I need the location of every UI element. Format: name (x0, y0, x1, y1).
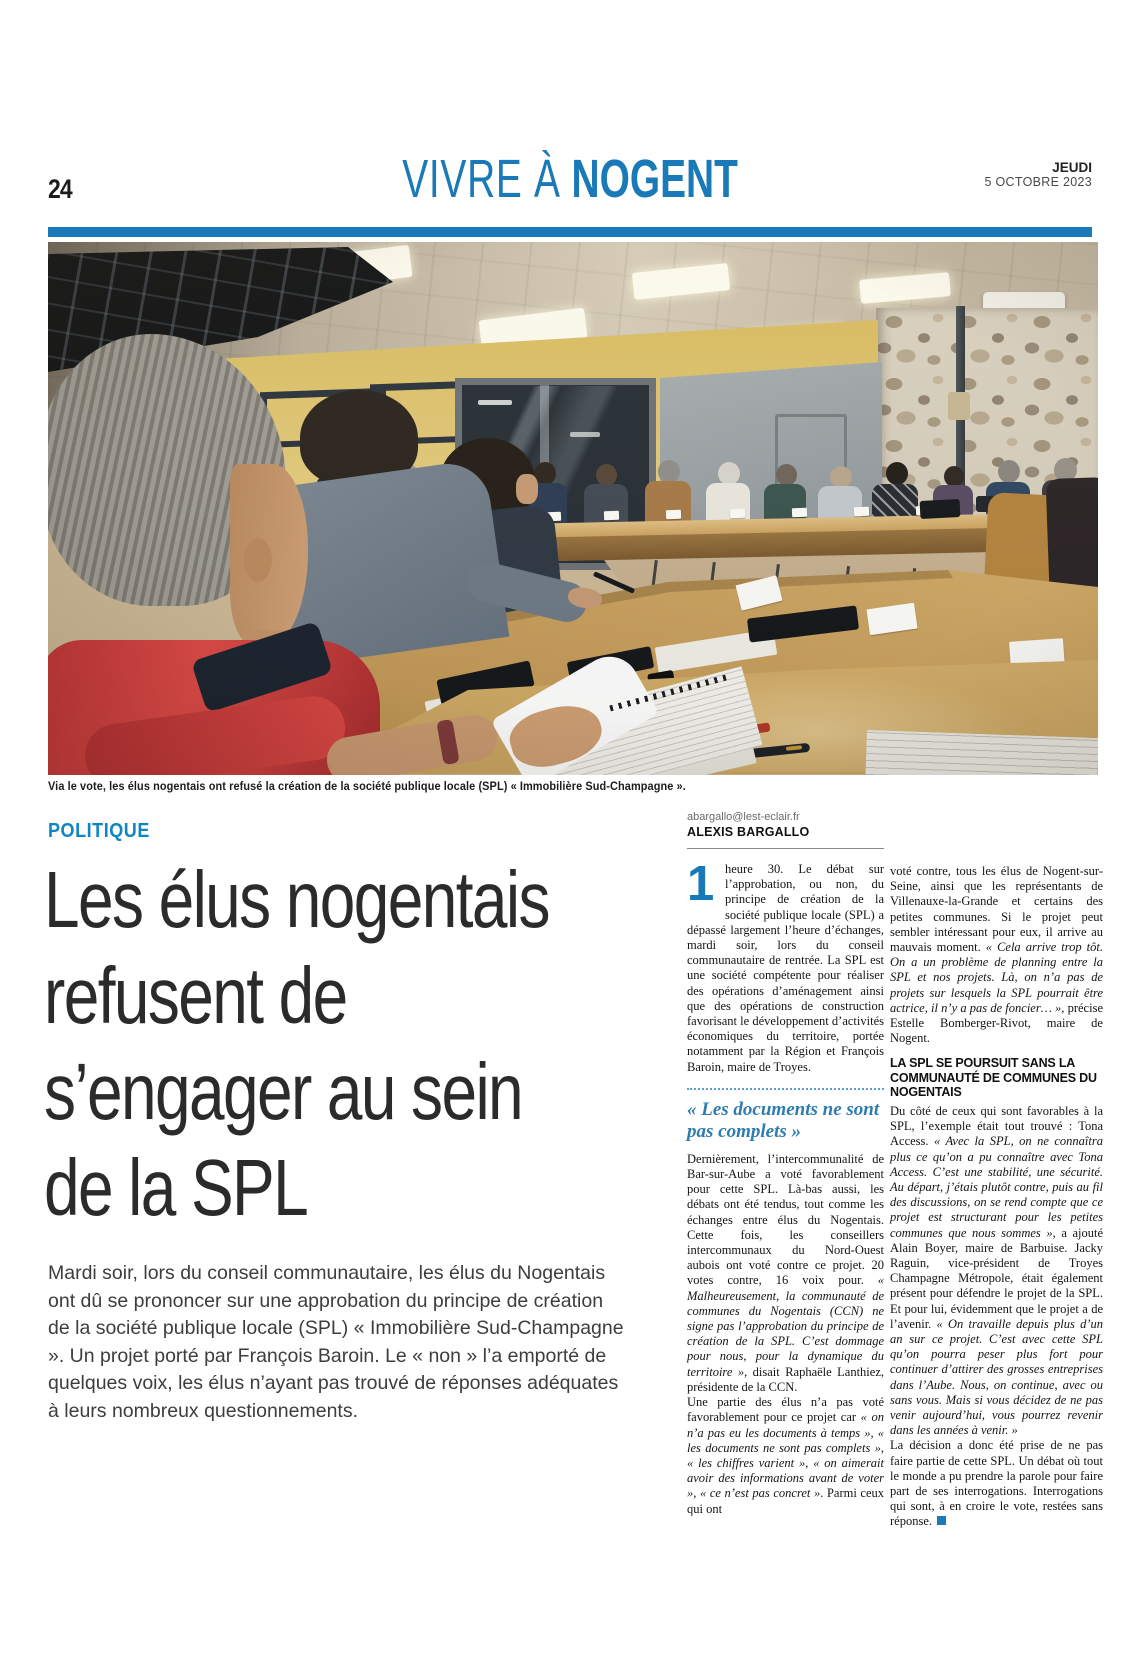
body-text-segment: , (805, 1455, 814, 1470)
quote-segment: « Cela arrive trop tôt. On a un problème de planning entre la SPL et nos projets. Là, on n’a pas de projets sur lesquels la SPL pourrait être actrice, il n’y a pas de foncier… » (890, 940, 1103, 1015)
article-headline (44, 852, 636, 1236)
quote-segment: « Avec la SPL, on ne connaîtra plus ce qu’on a pu connaître avec Tona Access. C’est une stabilité, une sécurité. Au départ, j’étais plutôt contre, puis au fil des discussions, on se rend compte que ce projet est structurant pour les petites communes que nous sommes » (890, 1134, 1103, 1240)
headline-line: Les élus nogentais (44, 855, 549, 944)
section-title-light: VIVRE À (402, 149, 561, 209)
quote-segment: « Malheureusement, la communauté de communes du Nogentais (CCN) ne signe pas l’approbation du principe de création de la SPL. C’est dommage pour nous, pour la dynamique du territoire » (687, 1273, 884, 1379)
section-title-bold: NOGENT (571, 149, 738, 209)
section-title (402, 150, 738, 208)
body-text-segment: , disait Raphaële Lanthiez, présidente de la CCN. (687, 1364, 884, 1394)
section-masthead (0, 150, 1140, 208)
body-paragraph (890, 1104, 1103, 1438)
body-text-segment: La décision a donc été prise de ne pas faire partie de cette SPL. Un débat où tout le monde a pu prendre la parole pour faire part de ses interrogations. Interrogations qui sont, à en croire le vote, restées sans réponse. (890, 1438, 1103, 1529)
body-paragraph (687, 1395, 884, 1517)
meeting-photo (48, 242, 1098, 775)
article-column-1 (687, 810, 884, 1517)
weekday-label: JEUDI (1052, 160, 1092, 175)
body-paragraph (687, 857, 884, 1075)
body-text-segment: , (880, 1440, 884, 1455)
quote-segment: « On travaille depuis plus d’un an sur ce projet. C’est avec cette SPL qu’on pourra peser plus fort pour continuer d’attirer des grosses entreprises dans l’Aube. Nous, on continue, avec ou sans vous. Mais si vous décidez de ne pas venir aujourd’hui, vous pourrez revenir dans les années à venir. » (890, 1316, 1103, 1438)
quote-segment: « on aimerait avoir des informations avant de voter » (687, 1455, 885, 1501)
byline (687, 810, 884, 841)
body-paragraph (687, 1152, 884, 1395)
body-text-segment: , (693, 1486, 700, 1501)
page-number: 24 (48, 174, 72, 204)
body-paragraph (890, 864, 1103, 1046)
article-lead: Mardi soir, lors du conseil communautaire, les élus du Nogentais ont dû se prononcer sur une approbation du principe de création de la société publique locale (SPL) « Immobilière Sud-Champagne ». Un projet porté par François Baroin. Le « non » l’a emporté de quelques voix, les élus n’ayant pas trouvé de réponses adéquates à leurs nombreux questionnements. (48, 1262, 624, 1422)
body-paragraph (890, 1438, 1103, 1529)
headline-line: s’engager au sein (44, 1047, 523, 1136)
quote-segment: « les documents ne sont pas complets » (687, 1425, 885, 1455)
headline-line: de la SPL (44, 1143, 308, 1232)
author-email: abargallo@lest-eclair.fr (687, 811, 800, 823)
header-rule (48, 227, 1092, 237)
quote-segment: « les chiffres varient » (687, 1455, 806, 1470)
body-text-segment: voté contre, tous les élus de Nogent-sur-Seine, ainsi que les représentants de Villenauxe-la-Grande et certains des petites communes. Si le projet peut sembler intéressant pour eux, il arrive au mauvais moment. (890, 864, 1103, 955)
bold-subhead: LA SPL SE POURSUIT SANS LA COMMUNAUTÉ DE COMMUNES DU NOGENTAIS (890, 1056, 1097, 1100)
body-text-segment: , (870, 1425, 878, 1440)
date-block (985, 160, 1093, 190)
body-text-segment: Une partie des élus n’a pas voté favorablement pour ce projet car (687, 1395, 884, 1425)
photo-caption: Via le vote, les élus nogentais ont refusé la création de la société publique locale (SPL) « Immobilière Sud-Champagne ». (48, 781, 686, 793)
section-kicker: POLITIQUE (48, 820, 150, 842)
body-text-segment: , précise Estelle Bomberger-Rivot, maire de Nogent. (890, 1000, 1103, 1046)
body-text-segment: . Parmi ceux qui ont (687, 1486, 884, 1516)
byline-rule (687, 848, 884, 849)
date-label: 5 OCTOBRE 2023 (984, 175, 1092, 189)
author-name: ALEXIS BARGALLO (687, 825, 810, 839)
quote-subhead: « Les documents ne sont pas complets » (687, 1088, 884, 1143)
quote-segment: « ce n’est pas concret » (699, 1486, 821, 1501)
end-mark (937, 1516, 946, 1525)
body-text-segment: heure 30. Le débat sur l’approbation, ou non, du principe de création de la société publique locale (SPL) a dépassé largement l’heure d’échanges, mardi soir, lors du conseil communautaire de rentrée. La SPL est une société compétente pour réaliser des opérations d’aménagement ainsi que des opérations de construction favorisant le développement d’activités économiques du territoire, portée notamment par la Région et François Baroin, maire de Troyes. (687, 862, 884, 1074)
body-text-segment: Du côté de ceux qui sont favorables à la SPL, l’exemple était tout trouvé : Tona Access. (890, 1103, 1103, 1149)
body-text-segment: , a ajouté Alain Boyer, maire de Barbuise. Jacky Raguin, vice-président de Troyes Champagne Métropole, était également présent pour défendre le projet de la SPL. Et pour lui, évidemment que le projet a de l’avenir. (890, 1225, 1103, 1331)
article-column-2 (890, 810, 1103, 1530)
body-text-segment: Dernièrement, l’intercommunalité de Bar-sur-Aube a voté favorablement pour cette SPL. Là-bas aussi, les débats ont été tendus, tout comme les échanges entre élus du Nogentais. Cette fois, les conseillers intercommunaux du Nord-Ouest aubois ont voté contre ce projet. 20 votes contre, 16 voix pour. (687, 1151, 884, 1288)
photo-vignette (48, 242, 1098, 775)
quote-segment: « on n’a pas eu les documents à temps » (687, 1410, 884, 1440)
drop-cap: 1 (687, 857, 715, 911)
headline-line: refusent de (44, 951, 347, 1040)
